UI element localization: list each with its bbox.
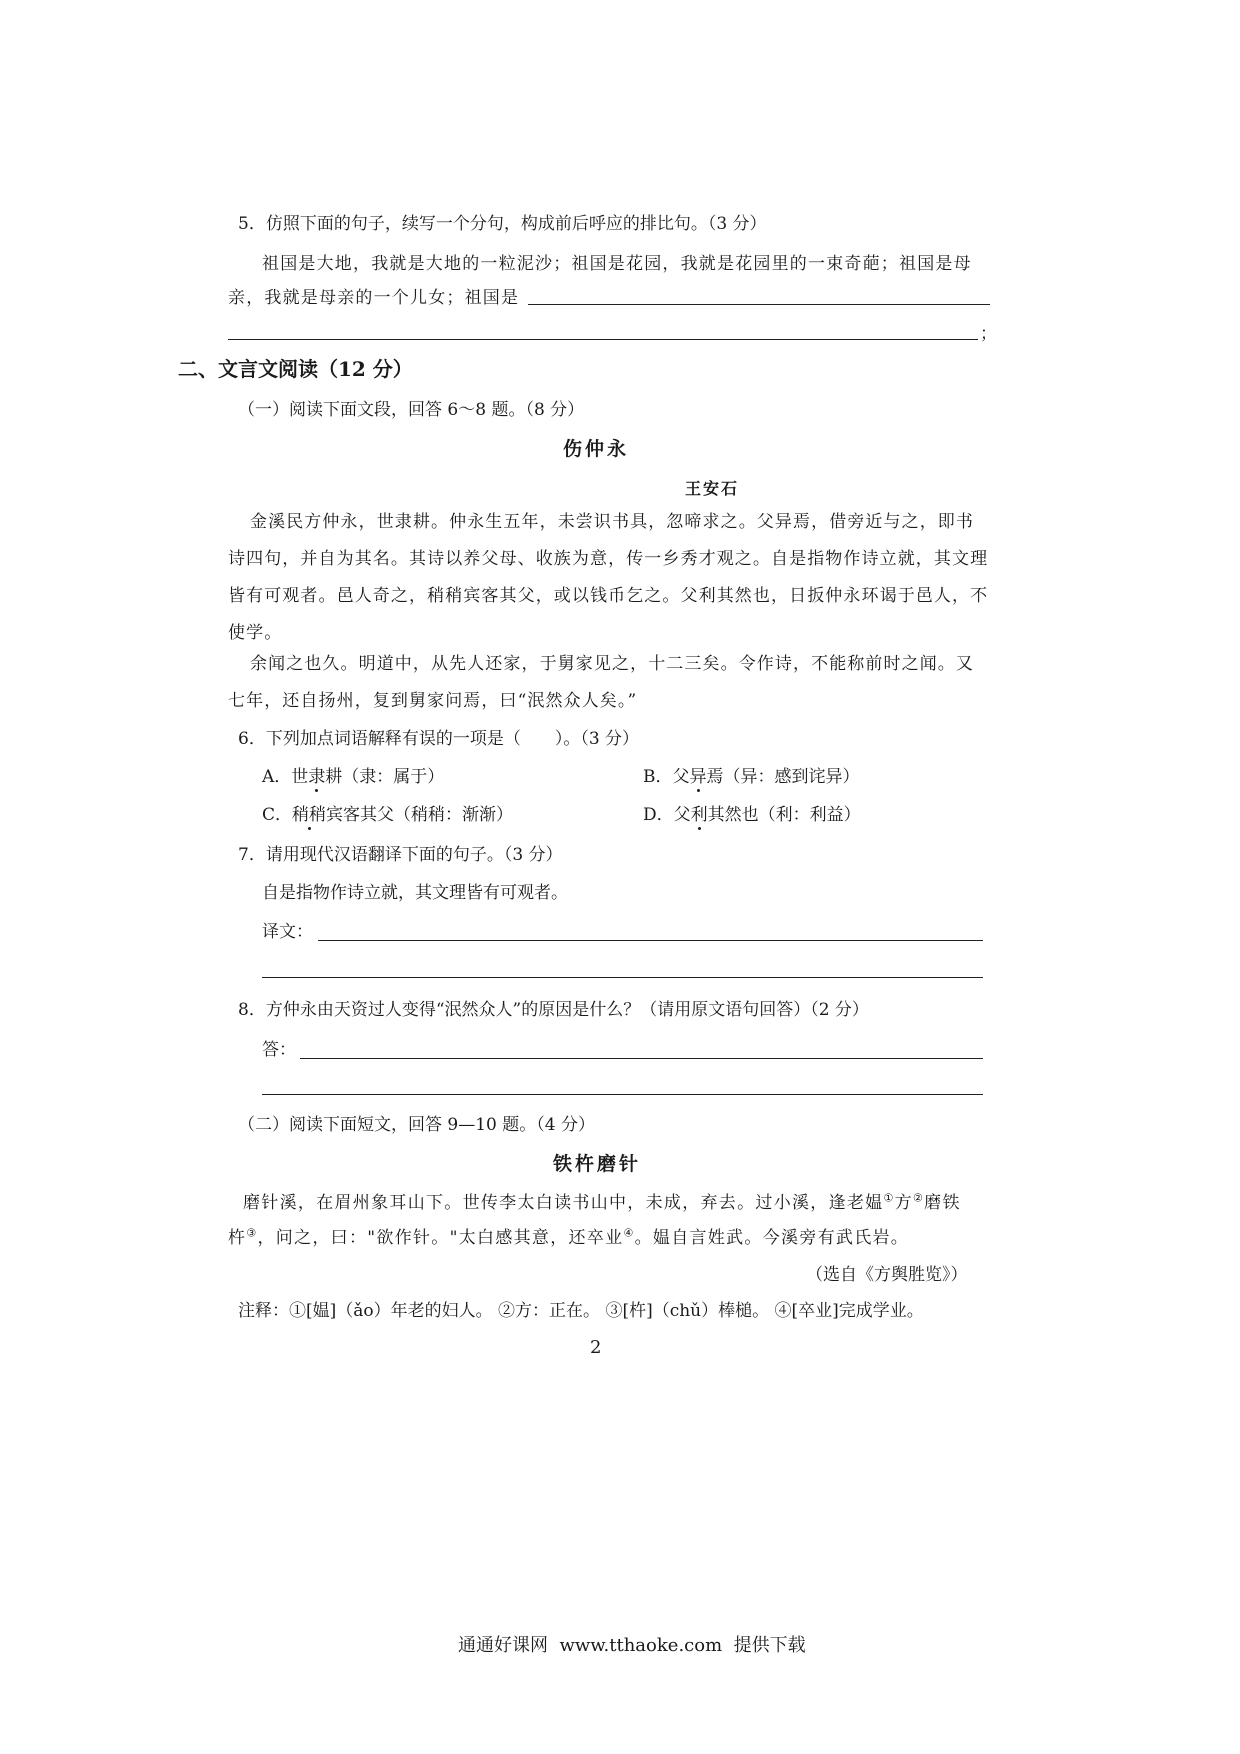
option-d-label: D． bbox=[643, 805, 674, 825]
footnote-ref-2: ② bbox=[912, 1191, 925, 1205]
passage-paragraph-2: 余闻之也久。明道中，从先人还家，于舅家见之，十二三矣。令作诗，不能称前时之闻。又七年，还自扬州，复到舅家问焉，曰“泯然众人矣。” bbox=[228, 654, 974, 711]
option-a-dotted-word: 隶 bbox=[308, 767, 326, 787]
q7-answer-line-1[interactable] bbox=[318, 940, 983, 941]
q6-prompt: 6．下列加点词语解释有误的一项是（ ）。（3 分） bbox=[238, 729, 640, 749]
q5-answer-line-1[interactable] bbox=[528, 304, 990, 305]
page-number: 2 bbox=[590, 1337, 602, 1358]
q6-option-b[interactable] bbox=[643, 765, 860, 789]
option-a-text-pre: 世 bbox=[291, 767, 309, 787]
option-c-label: C． bbox=[262, 805, 293, 825]
option-d-text-pre: 父 bbox=[673, 805, 691, 825]
option-b-text-pre: 父 bbox=[672, 767, 690, 787]
q8-answer-line-1[interactable] bbox=[300, 1058, 983, 1059]
part1-intro: （一）阅读下面文段，回答 6～8 题。（8 分） bbox=[238, 400, 585, 420]
footnote-ref-1: ① bbox=[883, 1191, 895, 1205]
q6-option-d[interactable] bbox=[643, 803, 861, 827]
footer-download-credit: 通通好课网 www.tthaoke.com 提供下载 bbox=[458, 1635, 806, 1656]
part2-line2-text-b: ，问之，曰："欲作针。"太白感其意，还卒业 bbox=[257, 1228, 624, 1248]
option-b-text-post: 焉（异：感到诧异） bbox=[706, 767, 860, 787]
q8-answer-label: 答： bbox=[262, 1040, 296, 1060]
option-b-dotted-word: 异 bbox=[689, 767, 707, 787]
option-b-label: B． bbox=[643, 767, 673, 787]
q7-answer-label: 译文： bbox=[262, 922, 313, 942]
part2-line1-text-c: 磨铁 bbox=[924, 1193, 961, 1213]
part2-line1-text-b: 方 bbox=[894, 1193, 913, 1213]
footnote-ref-4: ④ bbox=[623, 1226, 635, 1240]
q5-line1: 祖国是大地，我就是大地的一粒泥沙；祖国是花园，我就是花园里的一束奇葩；祖国是母 bbox=[262, 254, 972, 274]
part2-line-2 bbox=[228, 1226, 909, 1250]
footnote-ref-3: ③ bbox=[246, 1226, 258, 1240]
part2-line1-text-a: 磨针溪，在眉州象耳山下。世传李太白读书山中，未成，弃去。过小溪，逢老媪 bbox=[243, 1193, 884, 1213]
option-c-dotted-word: 稍稍 bbox=[292, 805, 327, 825]
part2-line2-text-c: 。媪自言姓武。今溪旁有武氏岩。 bbox=[634, 1228, 910, 1248]
q8-answer-line-2[interactable] bbox=[262, 1094, 983, 1095]
q8-prompt: 8．方仲永由天资过人变得“泯然众人”的原因是什么？（请用原文语句回答）（2 分） bbox=[238, 1000, 869, 1020]
q7-sentence: 自是指物作诗立就，其文理皆有可观者。 bbox=[262, 883, 568, 903]
part2-notes: 注释：①[媪]（ǎo）年老的妇人。 ②方：正在。 ③[杵]（chǔ）棒槌。 ④[卒业]完成学业。 bbox=[238, 1301, 924, 1321]
q7-prompt: 7．请用现代汉语翻译下面的句子。（3 分） bbox=[238, 845, 563, 865]
q5-end-mark: ； bbox=[980, 324, 997, 344]
part2-intro: （二）阅读下面短文，回答 9—10 题。（4 分） bbox=[238, 1115, 595, 1135]
option-c-text-post: 宾客其父（稍稍：渐渐） bbox=[326, 805, 514, 825]
section-heading: 二、文言文阅读（12 分） bbox=[178, 357, 413, 381]
part2-line2-text-a: 杵 bbox=[228, 1228, 247, 1248]
part2-title: 铁杵磨针 bbox=[553, 1153, 642, 1175]
option-a-text-post: 耕（隶：属于） bbox=[325, 767, 445, 787]
q5-prompt: 5．仿照下面的句子，续写一个分句，构成前后呼应的排比句。（3 分） bbox=[238, 214, 767, 234]
q6-option-a[interactable] bbox=[262, 765, 444, 789]
q6-option-c[interactable] bbox=[262, 803, 513, 827]
option-a-label: A． bbox=[262, 767, 292, 787]
text-author: 王安石 bbox=[685, 479, 740, 498]
q5-line2: 亲，我就是母亲的一个儿女；祖国是 bbox=[228, 288, 520, 308]
option-d-text-post: 其然也（利：利益） bbox=[707, 805, 861, 825]
part2-line-1 bbox=[243, 1191, 961, 1215]
q5-answer-line-2[interactable] bbox=[228, 339, 978, 340]
text-title: 伤仲永 bbox=[563, 438, 630, 460]
part2-source: （选自《方舆胜览》） bbox=[806, 1265, 968, 1285]
passage-paragraph-1: 金溪民方仲永，世隶耕。仲永生五年，未尝识书具，忽啼求之。父异焉，借旁近与之，即书诗四句，并自为其名。其诗以养父母、收族为意，传一乡秀才观之。自是指物作诗立就，其文理皆有可观者。邑人奇之，稍稍宾客其父，或以钱币乞之。父利其然也，日扳仲永环谒于邑人，不使学。 bbox=[228, 512, 989, 643]
option-d-dotted-word: 利 bbox=[690, 805, 708, 825]
q7-answer-line-2[interactable] bbox=[262, 977, 983, 978]
